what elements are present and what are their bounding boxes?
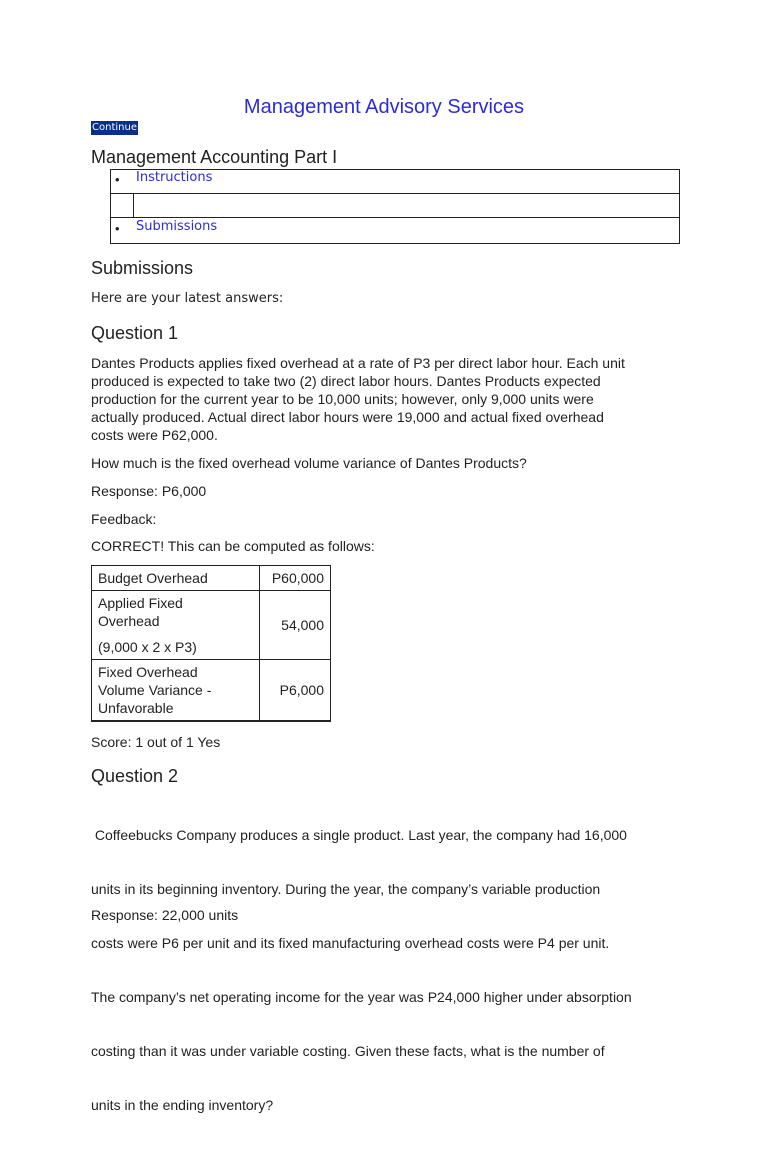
nav-spacer-row [110,193,680,218]
table-cell-note: (9,000 x 2 x P3) [98,639,197,655]
table-row [92,591,331,660]
nav-item-submissions[interactable] [110,217,680,244]
bullet-icon: • [115,221,120,236]
question-1-text [91,354,625,444]
table-row [92,660,331,722]
text-line: The company’s net operating income for the year was P24,000 higher under absorption [91,989,632,1005]
text-line: costs were P6 per unit and its fixed manufacturing overhead costs were P4 per unit. [91,935,610,951]
question-2-heading: Question 2 [91,766,179,786]
text-line: Coffeebucks Company produces a single product. Last year, the company had 16,000 [91,827,627,843]
text-line: actually produced. Actual direct labor hours were 19,000 and actual fixed overhead [91,409,604,425]
text-line: production for the current year to be 10,000 units; however, only 9,000 units were [91,391,594,407]
nav-divider [133,194,134,217]
table-cell-value: P6,000 [260,660,331,722]
computation-table [91,565,331,722]
question-1-feedback-text: CORRECT! This can be computed as follows: [91,538,375,554]
question-1-feedback-label: Feedback: [91,511,157,527]
page-title: Management Advisory Services [243,96,525,118]
submissions-link[interactable]: Submissions [136,219,218,234]
table-cell-value: P60,000 [260,566,331,591]
submissions-intro: Here are your latest answers: [91,291,284,306]
text-line: units in the ending inventory? [91,1097,274,1113]
question-2-text [91,790,632,1150]
question-1-heading: Question 1 [91,323,179,343]
table-cell-label: Applied Fixed Overhead (9,000 x 2 x P3) [92,591,260,660]
continue-button[interactable]: Continue [92,122,137,133]
question-1-prompt: How much is the fixed overhead volume variance of Dantes Products? [91,455,527,471]
nav-item-instructions[interactable] [110,169,680,194]
text-line: Dantes Products applies fixed overhead at a rate of P3 per direct labor hour. Each unit [91,355,625,371]
submissions-heading: Submissions [91,258,194,278]
table-cell-value: 54,000 [260,591,331,660]
text-line: costs were P62,000. [91,427,218,443]
bullet-icon: • [115,172,120,187]
table-row [92,566,331,591]
section-title: Management Accounting Part I [91,147,338,167]
table-cell-label: Fixed Overhead Volume Variance - Unfavorable [92,660,260,722]
question-1-score: Score: 1 out of 1 Yes [91,734,221,750]
text-line: produced is expected to take two (2) direct labor hours. Dantes Products expected [91,373,601,389]
table-cell-label: Budget Overhead [92,566,260,591]
question-2-response: Response: 22,000 units [91,907,239,923]
text-line: costing than it was under variable costing. Given these facts, what is the number of [91,1043,605,1059]
instructions-link[interactable]: Instructions [136,170,213,185]
question-1-response: Response: P6,000 [91,483,207,499]
text-line: units in its beginning inventory. During the year, the company’s variable production [91,881,601,897]
